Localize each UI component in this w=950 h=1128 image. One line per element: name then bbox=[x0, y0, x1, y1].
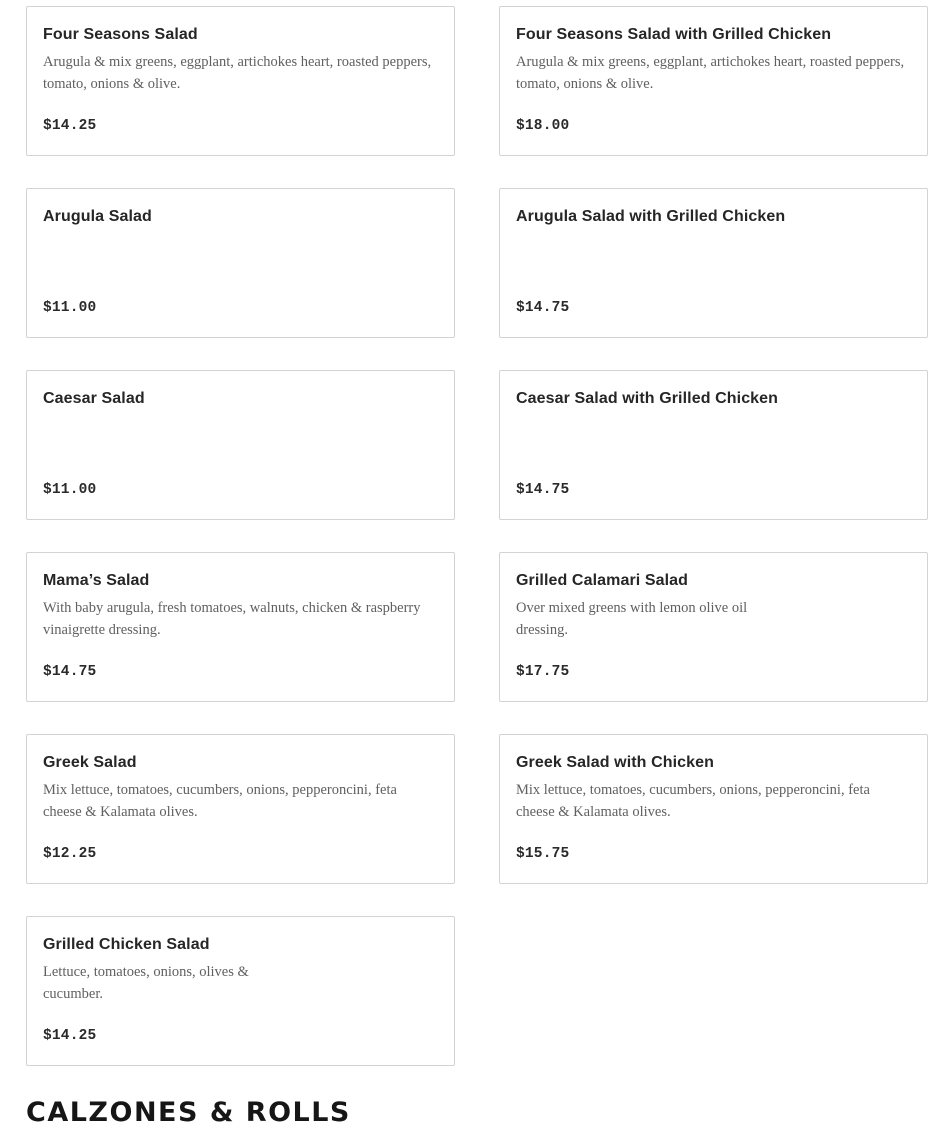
menu-item-card[interactable] bbox=[26, 734, 455, 884]
menu-items-grid bbox=[26, 6, 928, 1066]
menu-item-name: Greek Salad bbox=[43, 754, 137, 771]
menu-item-name: Arugula Salad with Grilled Chicken bbox=[516, 208, 786, 225]
menu-item-price: $12.25 bbox=[43, 846, 97, 862]
menu-item-description: Arugula & mix greens, eggplant, artichokes heart, roasted peppers, tomato, onions & olive. bbox=[43, 54, 432, 92]
menu-item-name: Caesar Salad bbox=[43, 390, 145, 407]
menu-item-name: Grilled Calamari Salad bbox=[516, 572, 689, 589]
menu-item-price: $14.75 bbox=[516, 482, 570, 498]
menu-item-name: Caesar Salad with Grilled Chicken bbox=[516, 390, 779, 407]
menu-item-price: $17.75 bbox=[516, 664, 570, 680]
menu-item-name: Arugula Salad bbox=[43, 208, 152, 225]
menu-item-description: Lettuce, tomatoes, onions, olives & cucumber. bbox=[43, 964, 249, 1002]
menu-item-card[interactable] bbox=[26, 370, 455, 520]
menu-item-price: $14.75 bbox=[43, 664, 97, 680]
menu-item-description: Arugula & mix greens, eggplant, artichokes heart, roasted peppers, tomato, onions & olive. bbox=[516, 54, 905, 92]
menu-item-name: Greek Salad with Chicken bbox=[516, 754, 715, 771]
menu-item-name: Four Seasons Salad bbox=[43, 26, 198, 43]
menu-item-price: $11.00 bbox=[43, 482, 97, 498]
menu-item-name: Mama’s Salad bbox=[43, 572, 150, 589]
menu-item-description: Mix lettuce, tomatoes, cucumbers, onions, pepperoncini, feta cheese & Kalamata olives. bbox=[43, 782, 397, 820]
menu-item-card[interactable] bbox=[26, 188, 455, 338]
menu-item-price: $14.25 bbox=[43, 118, 97, 134]
menu-item-price: $14.75 bbox=[516, 300, 570, 316]
menu-item-name: Four Seasons Salad with Grilled Chicken bbox=[516, 26, 832, 43]
menu-item-description: Mix lettuce, tomatoes, cucumbers, onions, pepperoncini, feta cheese & Kalamata olives. bbox=[516, 782, 870, 820]
menu-item-price: $18.00 bbox=[516, 118, 570, 134]
section-heading: CALZONES & ROLLS bbox=[26, 1097, 351, 1128]
menu-item-card[interactable] bbox=[499, 370, 928, 520]
menu-item-price: $14.25 bbox=[43, 1028, 97, 1044]
menu-item-card[interactable] bbox=[26, 552, 455, 702]
menu-item-card[interactable] bbox=[499, 6, 928, 156]
menu-item-price: $11.00 bbox=[43, 300, 97, 316]
menu-item-price: $15.75 bbox=[516, 846, 570, 862]
menu-item-name: Grilled Chicken Salad bbox=[43, 936, 210, 953]
menu-item-description: With baby arugula, fresh tomatoes, walnuts, chicken & raspberry vinaigrette dressing. bbox=[43, 600, 421, 638]
menu-item-description: Over mixed greens with lemon olive oil dressing. bbox=[516, 600, 748, 638]
menu-item-card[interactable] bbox=[499, 734, 928, 884]
menu-item-card[interactable] bbox=[499, 188, 928, 338]
menu-item-card[interactable] bbox=[26, 6, 455, 156]
menu-item-card[interactable] bbox=[26, 916, 455, 1066]
menu-item-card[interactable] bbox=[499, 552, 928, 702]
